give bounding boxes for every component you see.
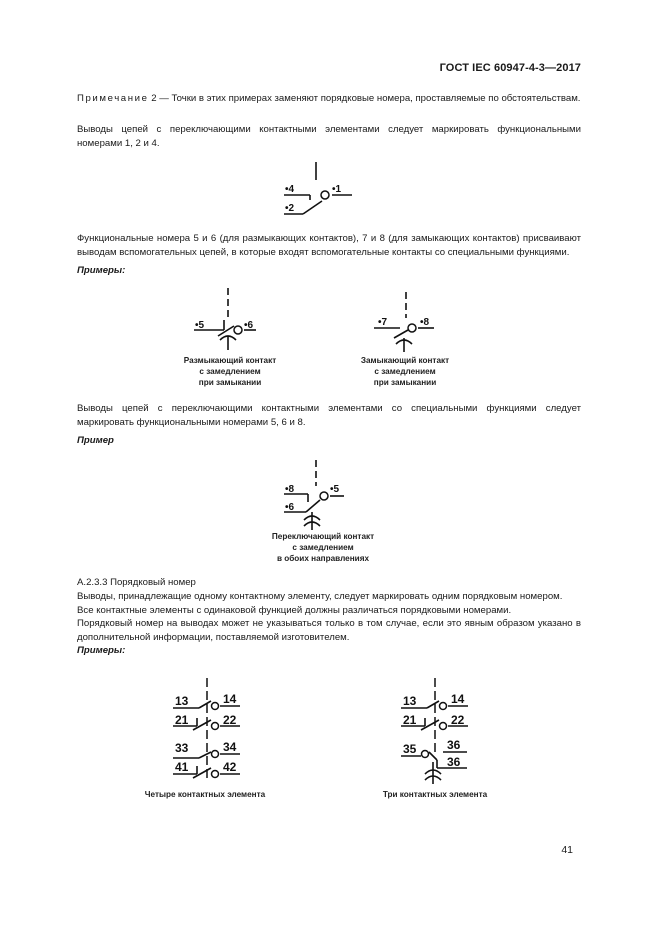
note-paragraph xyxy=(77,92,581,106)
figure4-left-caption: Четыре контактных элемента xyxy=(144,790,266,799)
examples-heading-single: Пример xyxy=(77,435,114,446)
caption-line: при замыкании xyxy=(198,378,262,387)
section-heading: А.2.3.3 Порядковый номер xyxy=(77,577,196,588)
fig4l-label-33: 33 xyxy=(175,741,189,755)
fig4r-blade-21 xyxy=(421,720,439,730)
fig4l-circle-22 xyxy=(212,723,219,730)
figure-three-contact-elements xyxy=(395,674,505,786)
fig4l-label-13: 13 xyxy=(175,694,189,708)
paragraph-4: Выводы, принадлежащие одному контактному элементу, следует маркировать одним порядковым номером. xyxy=(77,591,563,602)
figure-break-contact-delay xyxy=(188,284,278,354)
fig4l-circle-34 xyxy=(212,751,219,758)
fig2l-contact-circle xyxy=(234,326,242,334)
paragraph-2: Функциональные номера 5 и 6 (для размыкающих контактов), 7 и 8 (для замыкающих контактов) присваивают выводам вспомогательных цепей, в которые входят вспомогательные контакты со специальными функциями. xyxy=(77,233,581,258)
paragraph-3: Выводы цепей с переключающими контактными элементами со специальными функциями следует маркировать функциональными номерами 5, 6 и 8. xyxy=(77,403,581,428)
fig4l-blade-33 xyxy=(199,752,211,758)
fig2r-contact-circle xyxy=(408,324,416,332)
fig1-label-4: •4 xyxy=(285,184,295,195)
page-number: 41 xyxy=(561,844,573,856)
fig4r-circle-14 xyxy=(440,703,447,710)
fig3-contact-circle xyxy=(320,492,328,500)
figure4-right-caption: Три контактных элемента xyxy=(382,790,488,799)
fig4l-label-34: 34 xyxy=(223,740,237,754)
fig4l-label-42: 42 xyxy=(223,760,237,774)
note-label: Примечание xyxy=(77,93,149,104)
examples-heading-1: Примеры: xyxy=(77,265,126,276)
fig3-label-5: •5 xyxy=(330,484,340,495)
fig4r-circle-35 xyxy=(422,751,429,758)
fig2r-blade xyxy=(394,330,408,338)
fig2l-blade xyxy=(218,326,234,336)
figure2-right-caption xyxy=(335,355,475,388)
fig4r-blade-35 xyxy=(429,752,437,760)
paragraph-6: Порядковый номер на выводах может не указываться только в том случае, если это явным образом указано в дополнительной информации, поставляемой изготовителем. xyxy=(77,618,581,643)
fig2r-label-7: •7 xyxy=(378,317,388,328)
examples-heading-2: Примеры: xyxy=(77,645,126,656)
fig4r-label-21: 21 xyxy=(403,713,417,727)
fig4r-label-14: 14 xyxy=(451,692,465,706)
fig4l-label-21: 21 xyxy=(175,713,189,727)
fig4l-label-22: 22 xyxy=(223,713,237,727)
caption-line: с замедлением xyxy=(374,367,436,376)
fig4l-blade-13 xyxy=(199,701,211,708)
figure-changeover-contact xyxy=(270,158,360,220)
fig4r-label-36-top: 36 xyxy=(447,738,461,752)
figure-four-contact-elements xyxy=(165,674,275,786)
fig4r-label-36-bottom: 36 xyxy=(447,755,461,769)
standard-header: ГОСТ IEC 60947-4-3—2017 xyxy=(439,62,581,74)
fig4r-label-13: 13 xyxy=(403,694,417,708)
figure3-caption xyxy=(248,531,398,564)
caption-line: с замедлением xyxy=(199,367,261,376)
fig1-label-2: •2 xyxy=(285,203,295,214)
fig4r-label-35: 35 xyxy=(403,742,417,756)
fig2l-label-5: •5 xyxy=(195,320,205,331)
caption-line: в обоих направлениях xyxy=(276,554,370,563)
fig4r-circle-22 xyxy=(440,723,447,730)
fig3-label-8: •8 xyxy=(285,484,295,495)
caption-line: Замыкающий контакт xyxy=(360,356,450,365)
fig4r-blade-13 xyxy=(427,701,439,708)
fig4l-circle-14 xyxy=(212,703,219,710)
figure2-left-caption xyxy=(160,355,300,388)
fig1-label-1: •1 xyxy=(332,184,342,195)
fig4l-label-14: 14 xyxy=(223,692,237,706)
caption-line: Размыкающий контакт xyxy=(183,356,277,365)
fig2l-label-6: •6 xyxy=(244,320,254,331)
fig4l-blade-21 xyxy=(193,720,211,730)
fig4l-label-41: 41 xyxy=(175,760,189,774)
fig2r-label-8: •8 xyxy=(420,317,430,328)
caption-line: с замедлением xyxy=(292,543,354,552)
fig4l-circle-42 xyxy=(212,771,219,778)
caption-line: Переключающий контакт xyxy=(271,532,375,541)
paragraph-5: Все контактные элементы с одинаковой функцией должны различаться порядковыми номерами. xyxy=(77,605,512,616)
fig1-blade xyxy=(303,201,322,214)
fig4r-label-22: 22 xyxy=(451,713,465,727)
fig1-contact-circle xyxy=(321,191,329,199)
note-text: 2 — Точки в этих примерах заменяют порядковые номера, проставляемые по обстоятельствам. xyxy=(148,93,581,104)
fig3-label-6: •6 xyxy=(285,502,295,513)
figure-make-contact-delay xyxy=(370,284,460,354)
caption-line: при замыкании xyxy=(373,378,437,387)
figure-changeover-delay xyxy=(278,456,368,532)
paragraph-1: Выводы цепей с переключающими контактными элементами следует маркировать функциональными номерами 1, 2 и 4. xyxy=(77,124,581,149)
fig4l-blade-41 xyxy=(193,768,211,778)
